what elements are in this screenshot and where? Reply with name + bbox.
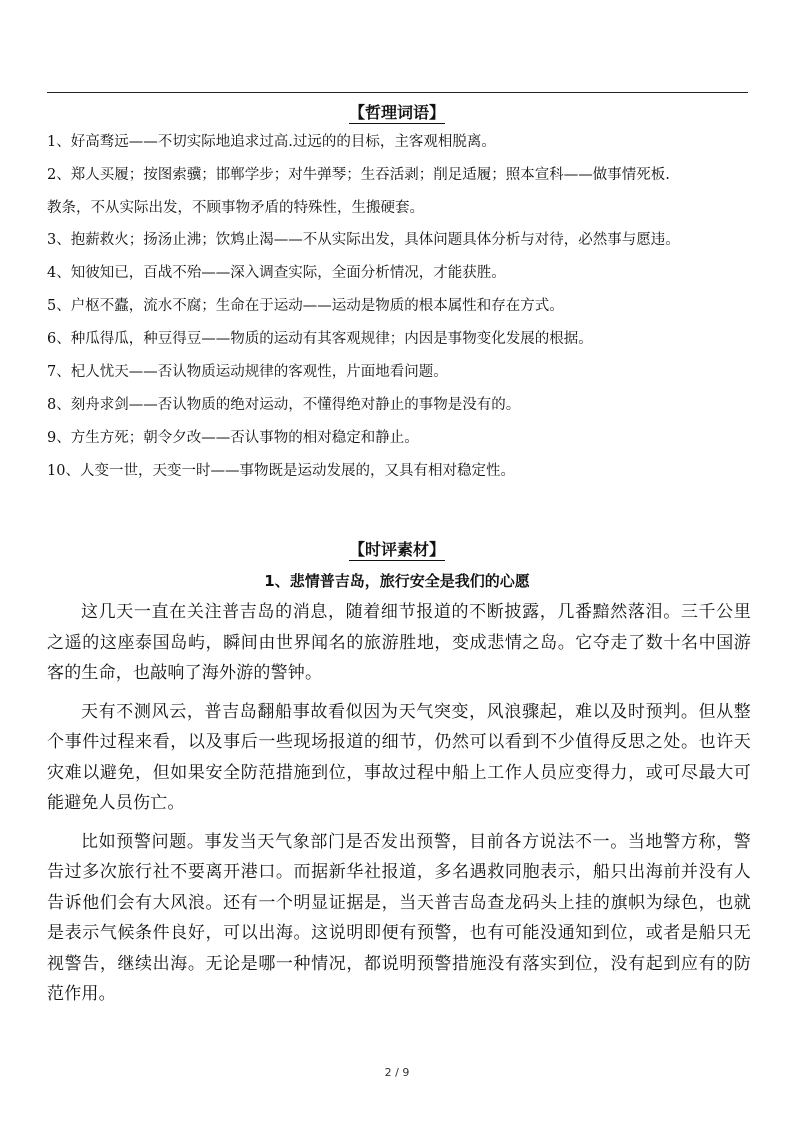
list-item-text: 7、杞人忧天——否认物质运动规律的客观性，片面地看问题。 bbox=[47, 364, 448, 380]
page-number: 2 / 9 bbox=[384, 1066, 410, 1079]
philosophy-section-title bbox=[0, 100, 794, 123]
article-paragraph: 天有不测风云，普吉岛翻船事故看似因为天气突变，风浪骤起，难以及时预判。但从整个事件过程来看，以及事后一些现场报道的细节，仍然可以看到不少值得反思之处。也许天灾难以避免，但如果安全防范措施到位，事故过程中船上工作人员应变得力，或可尽最大可能避免人员伤亡。 bbox=[47, 701, 751, 813]
philosophy-title-text: 【哲理词语】 bbox=[348, 103, 445, 122]
list-item bbox=[47, 166, 753, 218]
list-item-text: 4、知彼知已，百战不殆——深入调查实际，全面分析情况，才能获胜。 bbox=[47, 265, 506, 281]
list-item bbox=[47, 462, 753, 481]
article-paragraph: 这几天一直在关注普吉岛的消息，随着细节报道的不断披露，几番黯然落泪。三千公里之遥的这座泰国岛屿，瞬间由世界闻名的旅游胜地，变成悲情之岛。它夺走了数十名中国游客的生命，也敲响了海外游的警钟。 bbox=[47, 602, 751, 683]
list-item-text: 10、人变一世，天变一时——事物既是运动发展的，又具有相对稳定性。 bbox=[47, 463, 515, 479]
article-body bbox=[47, 597, 751, 1018]
list-item bbox=[47, 264, 753, 283]
list-item-text: 5、户枢不蠹，流水不腐；生命在于运动——运动是物质的根本属性和存在方式。 bbox=[47, 298, 564, 314]
list-item bbox=[47, 429, 753, 448]
article-title: 1、悲情普吉岛，旅行安全是我们的心愿 bbox=[264, 572, 530, 590]
list-item bbox=[47, 396, 753, 415]
commentary-section-title bbox=[0, 537, 794, 560]
philosophy-list bbox=[47, 133, 753, 495]
list-item bbox=[47, 231, 753, 250]
header-rule bbox=[47, 92, 748, 93]
list-item bbox=[47, 330, 753, 349]
list-item-text: 3、抱薪救火；扬汤止沸；饮鸩止渴——不从实际出发，具体问题具体分析与对待，必然事与愿违。 bbox=[47, 232, 680, 248]
commentary-title-text: 【时评素材】 bbox=[348, 540, 445, 559]
list-item bbox=[47, 363, 753, 382]
list-item bbox=[47, 297, 753, 316]
list-item-text: 2、郑人买履；按图索骥；邯郸学步；对牛弹琴；生吞活剥；削足适履；照本宣科——做事情死板. bbox=[47, 167, 670, 183]
list-item-continuation: 教条，不从实际出发，不顾事物矛盾的特殊性，生搬硬套。 bbox=[47, 200, 424, 216]
list-item-text: 6、种瓜得瓜，种豆得豆——物质的运动有其客观规律；内因是事物变化发展的根据。 bbox=[47, 331, 593, 347]
list-item-text: 9、方生方死；朝令夕改——否认事物的相对稳定和静止。 bbox=[47, 430, 419, 446]
list-item-text: 1、好高骛远——不切实际地追求过高.过远的的目标，主客观相脱离。 bbox=[47, 134, 496, 150]
article-paragraph: 比如预警问题。事发当天气象部门是否发出预警，目前各方说法不一。当地警方称，警告过多次旅行社不要离开港口。而据新华社报道，多名遇救同胞表示，船只出海前并没有人告诉他们会有大风浪。还有一个明显证据是，当天普吉岛查龙码头上挂的旗帜为绿色，也就是表示气候条件良好，可以出海。这说明即便有预警，也有可能没通知到位，或者是船只无视警告，继续出海。无论是哪一种情况，都说明预警措施没有落实到位，没有起到应有的防范作用。 bbox=[47, 831, 751, 1004]
list-item bbox=[47, 133, 753, 152]
list-item-text: 8、刻舟求剑——否认物质的绝对运动，不懂得绝对静止的事物是没有的。 bbox=[47, 397, 521, 413]
